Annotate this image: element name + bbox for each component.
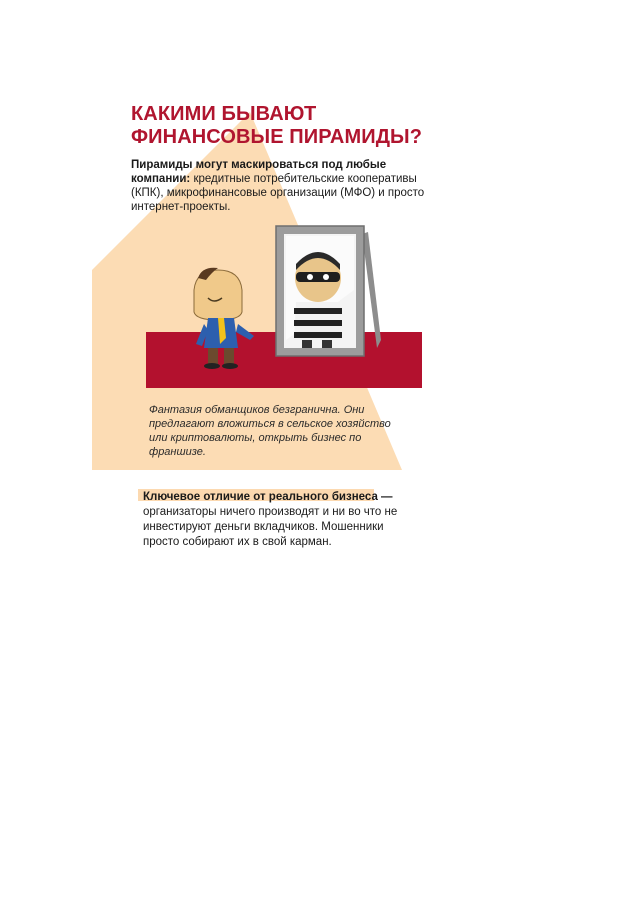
key-difference-paragraph [143,490,413,550]
title-line-2: ФИНАНСОВЫЕ ПИРАМИДЫ? [131,126,423,148]
quote-text: Фантазия обманщиков безгранична. Они предлагают вложиться в сельское хозяйство или криптовалюты, открыть бизнес по франшизе. [149,404,391,458]
intro-lead: Пирамиды могут маскироваться под любые компании: [131,159,387,185]
key-difference-body: организаторы ничего производят и ни во что не инвестируют деньги вкладчиков. Мошенники просто собирают их в свой карман. [143,506,398,548]
key-difference-lead: Ключевое отличие от реального бизнеса — [143,491,393,503]
title-line-1: КАКИМИ БЫВАЮТ [131,103,317,125]
intro-paragraph [131,158,431,214]
mirror-illustration [146,220,422,388]
page-title [131,103,451,149]
intro-body: кредитные потребительские кооперативы (КПК), микрофинансовые организации (МФО) и просто интернет-проекты. [131,173,425,213]
